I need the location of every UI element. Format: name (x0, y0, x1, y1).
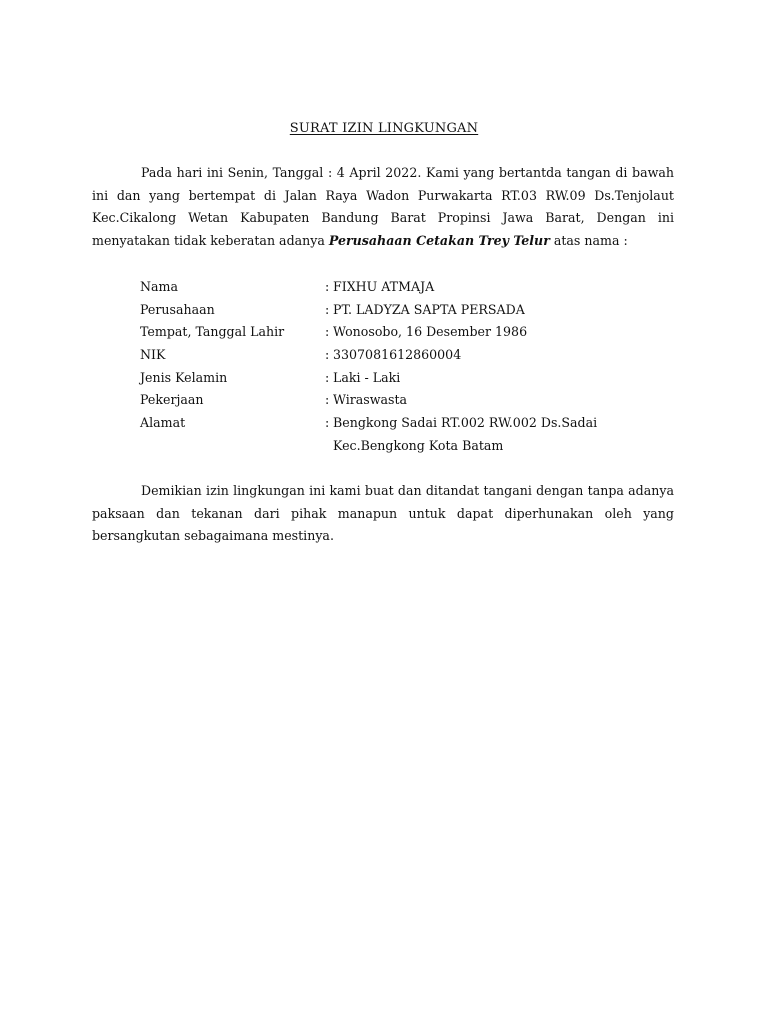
field-row-alamat (140, 412, 680, 435)
closing-text: Demikian izin lingkungan ini kami buat dan ditandat tangani dengan tanpa adanya paksaan dan tekanan dari pihak manapun untuk dapat diperhunakan oleh yang bersangkutan sebagaimana mestinya. (92, 483, 674, 544)
document-title: SURAT IZIN LINGKUNGAN (289, 121, 479, 136)
field-value: FIXHU ATMAJA (333, 279, 435, 294)
field-separator: : (325, 279, 330, 294)
field-row-nama (140, 276, 680, 299)
field-label: NIK (140, 347, 166, 363)
field-separator: : (325, 369, 330, 385)
closing-paragraph (92, 480, 674, 548)
field-value: PT. LADYZA SAPTA PERSADA (333, 301, 525, 317)
field-row-perusahaan (140, 299, 680, 322)
field-value-continued: Kec.Bengkong Kota Batam (333, 437, 504, 453)
field-separator: : (325, 415, 330, 431)
intro-paragraph (92, 162, 674, 253)
identity-fields (140, 276, 680, 458)
field-value: Laki - Laki (333, 369, 401, 385)
field-label: Tempat, Tanggal Lahir (140, 324, 285, 340)
field-row-alamat-continued (140, 435, 680, 458)
field-separator: : (325, 392, 330, 408)
intro-text-end: atas nama : (549, 233, 628, 249)
field-value: Wonosobo, 16 Desember 1986 (333, 324, 528, 340)
company-emphasis: Perusahaan Cetakan Trey Telur (328, 233, 550, 249)
field-label: Alamat (140, 415, 186, 431)
field-row-jenis-kelamin (140, 367, 680, 390)
field-row-pekerjaan (140, 389, 680, 412)
field-separator: : (325, 324, 330, 340)
field-separator: : (325, 301, 330, 317)
field-label: Perusahaan (140, 301, 215, 317)
field-separator: : (325, 347, 330, 363)
field-value: 3307081612860004 (333, 347, 462, 363)
field-label: Nama (140, 279, 178, 294)
field-value: Wiraswasta (333, 392, 408, 408)
intro-text: Pada hari ini Senin, Tanggal : 4 April 2022. Kami yang bertantda tangan di bawah ini dan yang bertempat di Jalan Raya Wadon Purwakarta RT.03 RW.09 Ds.Tenjolaut Kec.Cikalong Wetan Kabupaten Bandung Barat Propinsi Jawa Barat, Dengan ini menyatakan tidak keberatan adanya (92, 165, 674, 249)
field-label: Pekerjaan (140, 392, 204, 408)
field-row-nik (140, 344, 680, 367)
field-value: Bengkong Sadai RT.002 RW.002 Ds.Sadai (333, 415, 598, 431)
field-label: Jenis Kelamin (140, 369, 228, 385)
field-row-tempat-tanggal-lahir (140, 321, 680, 344)
